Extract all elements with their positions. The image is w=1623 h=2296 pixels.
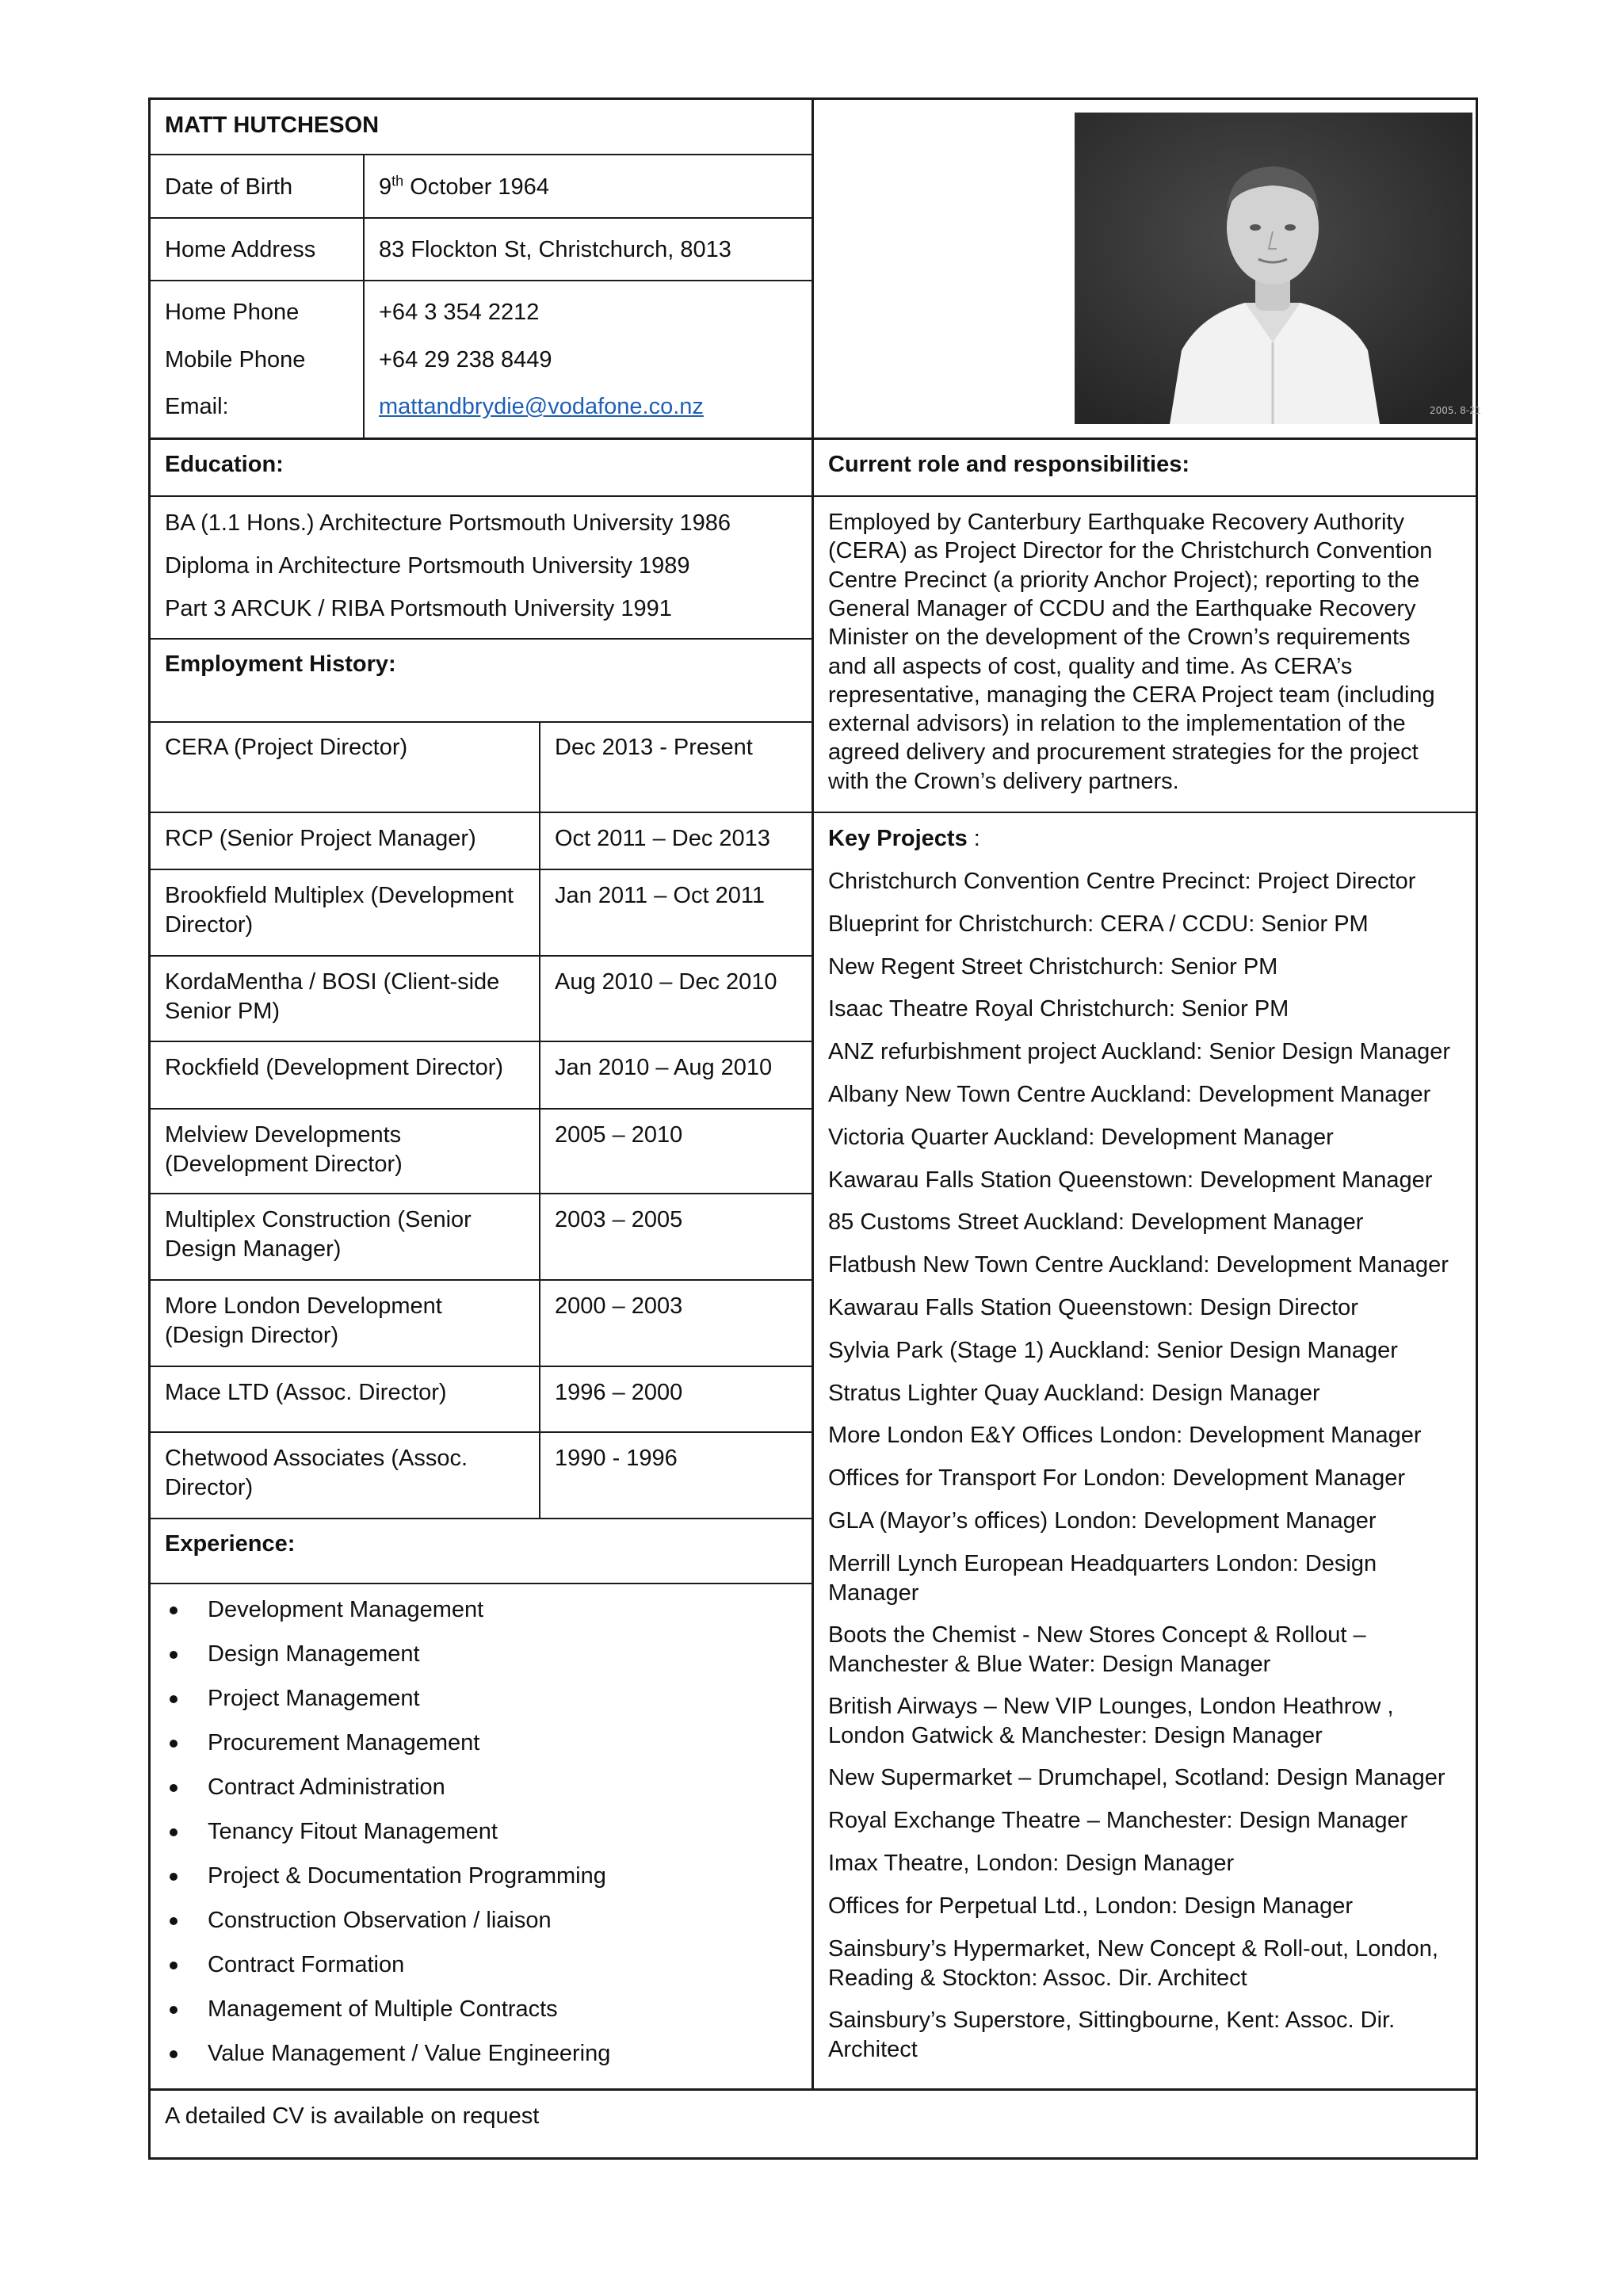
key-project-item: Albany New Town Centre Auckland: Development Manager [828,1082,1431,1107]
bullet-icon [170,2050,178,2058]
employment-role: (Design Director) [165,1323,339,1348]
mobile-phone-value: +64 29 238 8449 [379,347,552,372]
employment-role: Mace LTD (Assoc. Director) [165,1380,447,1405]
employment-dates: 2003 – 2005 [555,1207,683,1232]
bullet-icon [170,1828,178,1836]
experience-heading: Experience: [165,1531,296,1557]
experience-item: Project & Documentation Programming [208,1863,606,1889]
employment-dates: Dec 2013 - Present [555,735,753,760]
current-role-line: Minister on the development of the Crown’s requirements [828,625,1411,651]
bullet-icon [170,1651,178,1659]
key-project-item: Architect [828,2036,918,2062]
key-project-item: Sylvia Park (Stage 1) Auckland: Senior Design Manager [828,1337,1398,1363]
current-role-line: (CERA) as Project Director for the Christchurch Convention [828,538,1433,564]
employment-dates: 2000 – 2003 [555,1293,683,1319]
key-projects-heading: Key Projects : [828,826,980,851]
experience-item: Management of Multiple Contracts [208,1996,558,2022]
key-project-item: Merrill Lynch European Headquarters London: Design [828,1550,1377,1576]
employment-role: Design Manager) [165,1236,342,1262]
email-label: Email: [165,394,229,419]
employment-role: Rockfield (Development Director) [165,1055,504,1080]
dob-value: 9th October 1964 [379,173,549,200]
key-project-item: Imax Theatre, London: Design Manager [828,1851,1235,1876]
key-project-item: Boots the Chemist - New Stores Concept & Rollout – [828,1622,1366,1648]
key-project-item: Stratus Lighter Quay Auckland: Design Manager [828,1380,1320,1406]
key-project-item: New Regent Street Christchurch: Senior PM [828,953,1278,980]
home-phone-label: Home Phone [165,300,300,325]
key-project-item: Reading & Stockton: Assoc. Dir. Architect [828,1965,1247,1991]
key-project-item: Blueprint for Christchurch: CERA / CCDU: Senior PM [828,911,1369,937]
employment-dates: 1990 - 1996 [555,1446,678,1471]
key-project-item: Kawarau Falls Station Queenstown: Design Director [828,1295,1358,1320]
bullet-icon [170,1784,178,1792]
education-item: Part 3 ARCUK / RIBA Portsmouth University 1991 [165,596,672,621]
experience-item: Contract Formation [208,1952,405,1977]
employment-role: Director) [165,1475,254,1500]
bullet-icon [170,1917,178,1925]
employment-role: CERA (Project Director) [165,735,408,760]
key-project-item: Kawarau Falls Station Queenstown: Development Manager [828,1167,1433,1193]
key-project-item: Victoria Quarter Auckland: Development Manager [828,1124,1334,1150]
employment-role: KordaMentha / BOSI (Client-side [165,969,500,995]
photo-caption: 2005. 8-21 [1430,405,1482,416]
employment-role: More London Development [165,1293,442,1319]
current-role-line: Centre Precinct (a priority Anchor Project); reporting to the [828,567,1420,593]
home-phone-value: +64 3 354 2212 [379,300,540,325]
experience-item: Construction Observation / liaison [208,1908,552,1933]
bullet-icon [170,2006,178,2014]
key-project-item: Christchurch Convention Centre Precinct: Project Director [828,869,1416,894]
employment-heading: Employment History: [165,651,396,677]
key-project-item: More London E&Y Offices London: Development Manager [828,1423,1422,1449]
key-project-item: Sainsbury’s Superstore, Sittingbourne, Kent: Assoc. Dir. [828,2007,1396,2033]
employment-dates: Jan 2011 – Oct 2011 [555,883,765,908]
dob-label: Date of Birth [165,174,293,200]
key-project-item: Offices for Perpetual Ltd., London: Design Manager [828,1893,1354,1919]
experience-item: Project Management [208,1686,420,1711]
employment-dates: Jan 2010 – Aug 2010 [555,1055,773,1080]
current-role-line: representative, managing the CERA Project team (including [828,682,1435,708]
current-role-line: with the Crown’s delivery partners. [828,768,1179,794]
experience-item: Tenancy Fitout Management [208,1819,498,1844]
experience-item: Procurement Management [208,1730,480,1755]
experience-item: Value Management / Value Engineering [208,2041,611,2066]
mobile-phone-label: Mobile Phone [165,347,306,372]
employment-role: Brookfield Multiplex (Development [165,883,514,908]
employment-dates: 1996 – 2000 [555,1380,683,1405]
education-item: BA (1.1 Hons.) Architecture Portsmouth University 1986 [165,510,731,536]
employment-role: Multiplex Construction (Senior [165,1207,472,1232]
key-project-item: London Gatwick & Manchester: Design Manager [828,1723,1323,1749]
bullet-icon [170,1695,178,1703]
key-project-item: Flatbush New Town Centre Auckland: Development Manager [828,1252,1449,1278]
key-project-item: New Supermarket – Drumchapel, Scotland: Design Manager [828,1765,1445,1791]
key-project-item: Manchester & Blue Water: Design Manager [828,1652,1271,1677]
employment-role: (Development Director) [165,1152,403,1177]
key-project-item: GLA (Mayor’s offices) London: Development Manager [828,1508,1377,1534]
experience-item: Contract Administration [208,1775,445,1800]
employment-role: Melview Developments [165,1122,402,1148]
bullet-icon [170,1606,178,1614]
employment-dates: Aug 2010 – Dec 2010 [555,969,777,995]
bullet-icon [170,1873,178,1881]
portrait-photo [1075,113,1482,424]
key-project-item: Isaac Theatre Royal Christchurch: Senior PM [828,996,1289,1022]
employment-dates: Oct 2011 – Dec 2013 [555,826,770,851]
candidate-name: MATT HUTCHESON [165,113,380,138]
portrait-illustration [1075,113,1482,424]
employment-role: Chetwood Associates (Assoc. [165,1446,468,1471]
key-project-item: Sainsbury’s Hypermarket, New Concept & Roll-out, London, [828,1935,1438,1962]
current-role-line: Employed by Canterbury Earthquake Recovery Authority [828,510,1404,535]
key-project-item: British Airways – New VIP Lounges, London Heathrow , [828,1694,1394,1720]
current-role-line: and all aspects of cost, quality and time. As CERA’s [828,653,1353,679]
bullet-icon [170,1740,178,1748]
employment-dates: 2005 – 2010 [555,1122,683,1148]
current-role-heading: Current role and responsibilities: [828,452,1190,477]
key-project-item: ANZ refurbishment project Auckland: Senior Design Manager [828,1039,1450,1065]
employment-role: Director) [165,912,254,938]
employment-role: RCP (Senior Project Manager) [165,826,476,851]
employment-role: Senior PM) [165,999,281,1024]
address-value: 83 Flockton St, Christchurch, 8013 [379,237,731,262]
footer-note: A detailed CV is available on request [165,2103,540,2129]
education-heading: Education: [165,452,284,477]
education-item: Diploma in Architecture Portsmouth University 1989 [165,553,690,579]
key-project-item: Royal Exchange Theatre – Manchester: Design Manager [828,1808,1408,1834]
email-link[interactable]: mattandbrydie@vodafone.co.nz [379,394,704,419]
key-project-item: Manager [828,1580,919,1606]
address-label: Home Address [165,237,316,262]
current-role-line: agreed delivery and procurement strategies for the project [828,739,1419,766]
key-project-item: Offices for Transport For London: Development Manager [828,1465,1406,1492]
bullet-icon [170,1962,178,1969]
experience-item: Development Management [208,1597,484,1622]
key-project-item: 85 Customs Street Auckland: Development Manager [828,1209,1364,1236]
experience-item: Design Management [208,1641,420,1667]
current-role-line: external advisors) in relation to the implementation of the [828,711,1406,737]
current-role-line: General Manager of CCDU and the Earthquake Recovery [828,595,1416,621]
